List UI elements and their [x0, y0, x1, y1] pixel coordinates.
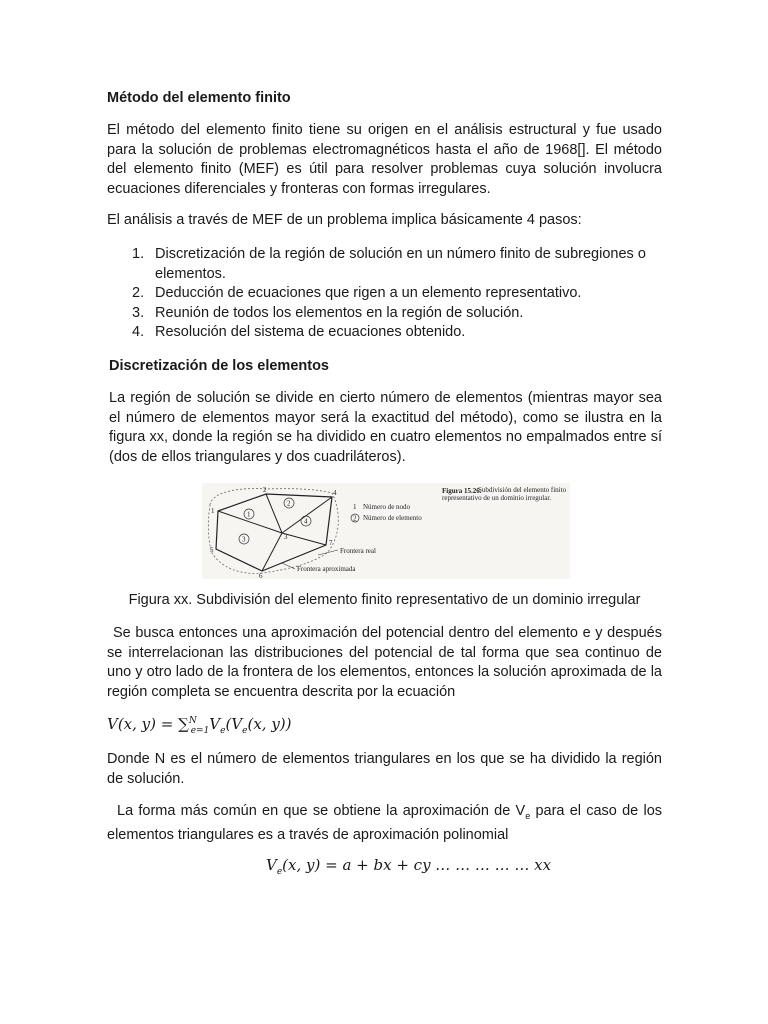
- finite-element-figure: [202, 483, 570, 579]
- equation-1: V(x, $y) = \sum^N_{e=1}V_e(V_e(x$, y)): [107, 715, 292, 736]
- figure-inner-title: Figura 15.26.: [442, 487, 482, 495]
- list-item: 3. Reunión de todos los elementos en la región de solución.: [132, 304, 524, 321]
- finite-element-diagram: [202, 483, 570, 579]
- intro-paragraph: El método del elemento finito tiene su origen en el análisis estructural y fue usado para la solución de problemas electromagnéticos hasta el año de 1968[]. El método del elemento finito (MEF) es útil para resolver problemas cuya solución involucra ecuaciones diferenciales y fronteras con formas irregulares.: [107, 122, 662, 197]
- element-edge: [282, 533, 326, 545]
- list-item: 4. Resolución del sistema de ecuaciones obtenido.: [132, 324, 466, 340]
- element-edge: [266, 494, 282, 533]
- subsection-heading: Discretización de los elementos: [109, 358, 329, 374]
- discretization-paragraph: La región de solución se divide en cierto número de elementos (mientras mayor sea el número de elementos mayor será la exactitud del método), como se ilustra en la figura xx, donde la región se ha dividido en cuatro elementos no empalmados entre sí (dos de ellos triangulares y dos cuadriláteros).: [109, 390, 662, 465]
- element-edge: [262, 533, 282, 571]
- list-item: 1. Discretización de la región de solución en un número finito de subregiones o elementos.: [132, 246, 646, 282]
- figure-caption: Figura xx. Subdivisión del elemento finito representativo de un dominio irregular: [128, 592, 641, 608]
- section-heading: Método del elemento finito: [107, 90, 291, 106]
- legend-node-text: Número de nodo: [363, 503, 411, 511]
- legend-element-text: Número de elemento: [363, 514, 422, 522]
- label-approx-boundary: Frontera aproximada: [297, 565, 356, 573]
- pointer-line: [318, 550, 338, 555]
- element-label: 4: [304, 517, 308, 526]
- legend-node-symbol: 1: [353, 503, 357, 511]
- steps-intro-paragraph: El análisis a través de MEF de un problema implica básicamente 4 pasos:: [107, 212, 582, 228]
- node-label: 2: [263, 486, 267, 494]
- legend-element-symbol: 2: [353, 514, 357, 523]
- list-item: 2. Deducción de ecuaciones que rigen a un elemento representativo.: [132, 285, 582, 301]
- figure-inner-caption: Subdivisión del elemento finito representativo de un dominio irregular.: [442, 486, 567, 502]
- element-label: 3: [242, 535, 246, 544]
- node-label: 3: [284, 533, 288, 541]
- polynomial-paragraph: La forma más común en que se obtiene la aproximación de $V_e$ para el caso de los elementos triangulares es a través de aproximación polinomial: [107, 803, 663, 844]
- real-boundary: [208, 489, 338, 574]
- figure-inner-caption-wrap: [442, 486, 570, 526]
- node-label: 4: [333, 489, 337, 497]
- element-label: 1: [247, 510, 251, 519]
- node-label: 1: [211, 507, 215, 515]
- label-real-boundary: Frontera real: [340, 547, 376, 555]
- node-label: 6: [259, 572, 263, 579]
- steps-list: [107, 245, 662, 343]
- element-label: 2: [287, 499, 291, 508]
- node-label: 5: [210, 546, 214, 554]
- definition-paragraph: Donde N es el número de elementos triangulares en los que se ha dividido la región de solución.: [107, 751, 662, 787]
- equation-2: $V_e(x$, y) = a + bx + cy … … … … … xx: [266, 856, 552, 877]
- node-label: 7: [329, 539, 333, 547]
- approximation-paragraph: Se busca entonces una aproximación del potencial dentro del elemento e y después se interrelacionan las distribuciones del potencial de tal forma que sea continuo de uno y otro lado de la frontera de los elementos, entonces la solución aproximada de la región completa se encuentra descrita por la ecuación: [107, 625, 662, 700]
